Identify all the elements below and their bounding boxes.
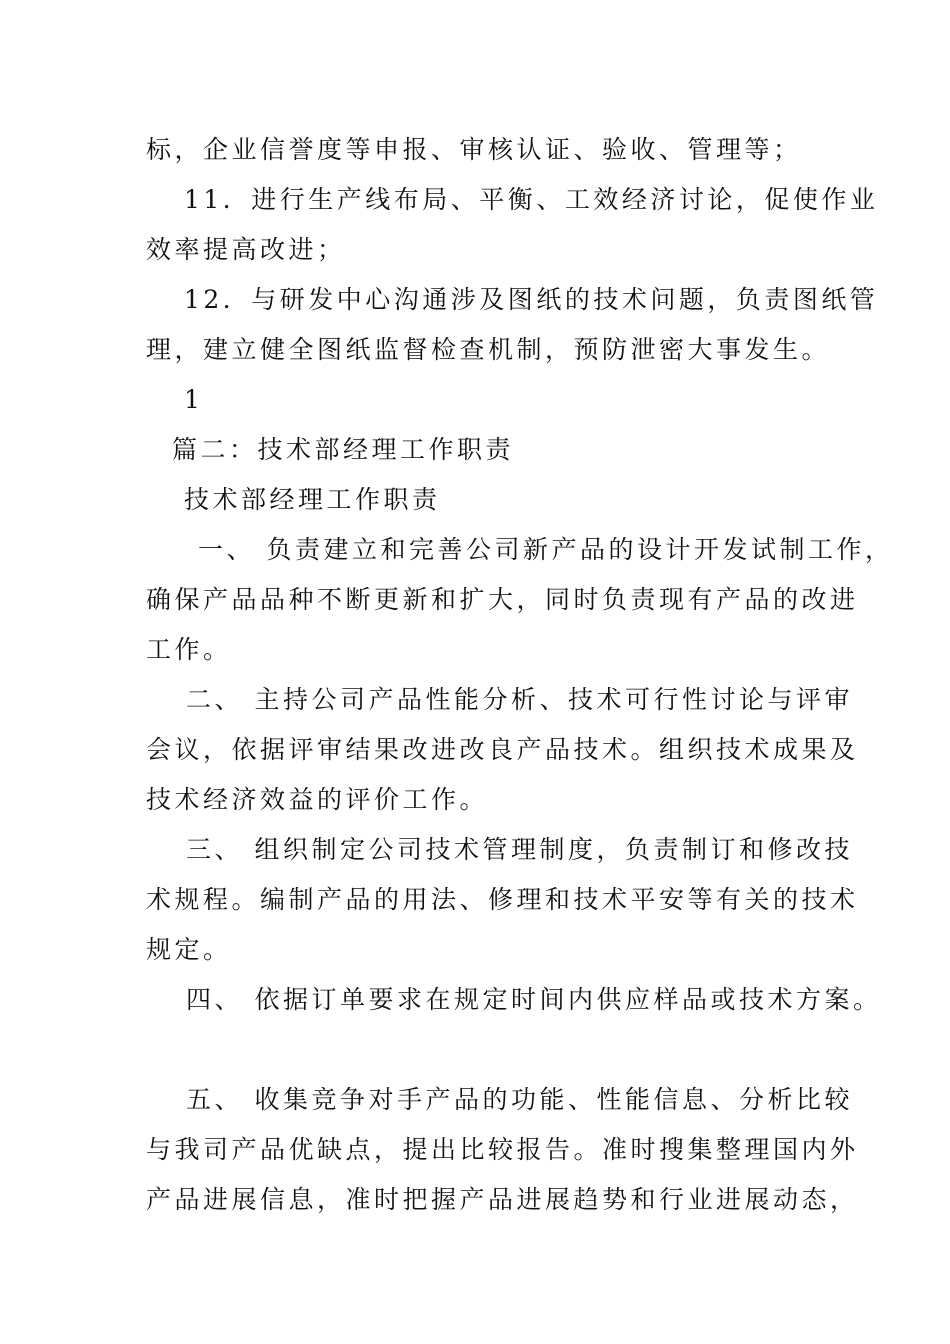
text-line: 工作。 — [146, 635, 232, 664]
section-heading: 篇二：技术部经理工作职责 — [172, 435, 515, 464]
text-line: 二、 主持公司产品性能分析、技术可行性讨论与评审 — [186, 685, 853, 714]
text-line: 规定。 — [146, 935, 232, 964]
text-line: 术规程。编制产品的用法、修理和技术平安等有关的技术 — [146, 885, 859, 914]
page-number: 1 — [184, 385, 204, 414]
text-line: 五、 收集竞争对手产品的功能、性能信息、分析比较 — [186, 1085, 853, 1114]
text-line: 理，建立健全图纸监督检查机制，预防泄密大事发生。 — [146, 335, 831, 364]
text-line: 11．进行生产线布局、平衡、工效经济讨论，促使作业 — [184, 185, 879, 214]
text-line: 会议，依据评审结果改进改良产品技术。组织技术成果及 — [146, 735, 859, 764]
text-line: 确保产品品种不断更新和扩大，同时负责现有产品的改进 — [146, 585, 859, 614]
text-line: 四、 依据订单要求在规定时间内供应样品或技术方案。 — [186, 985, 882, 1014]
section-title: 技术部经理工作职责 — [184, 485, 441, 514]
text-line: 标，企业信誉度等申报、审核认证、验收、管理等； — [146, 135, 802, 164]
text-line: 一、 负责建立和完善公司新产品的设计开发试制工作， — [198, 535, 894, 564]
text-line: 12．与研发中心沟通涉及图纸的技术问题，负责图纸管 — [184, 285, 879, 314]
text-line: 效率提高改进； — [146, 235, 346, 264]
text-line: 三、 组织制定公司技术管理制度，负责制订和修改技 — [186, 835, 853, 864]
text-line: 技术经济效益的评价工作。 — [146, 785, 489, 814]
text-line: 产品进展信息，准时把握产品进展趋势和行业进展动态， — [146, 1185, 859, 1214]
text-line: 与我司产品优缺点，提出比较报告。准时搜集整理国内外 — [146, 1135, 859, 1164]
